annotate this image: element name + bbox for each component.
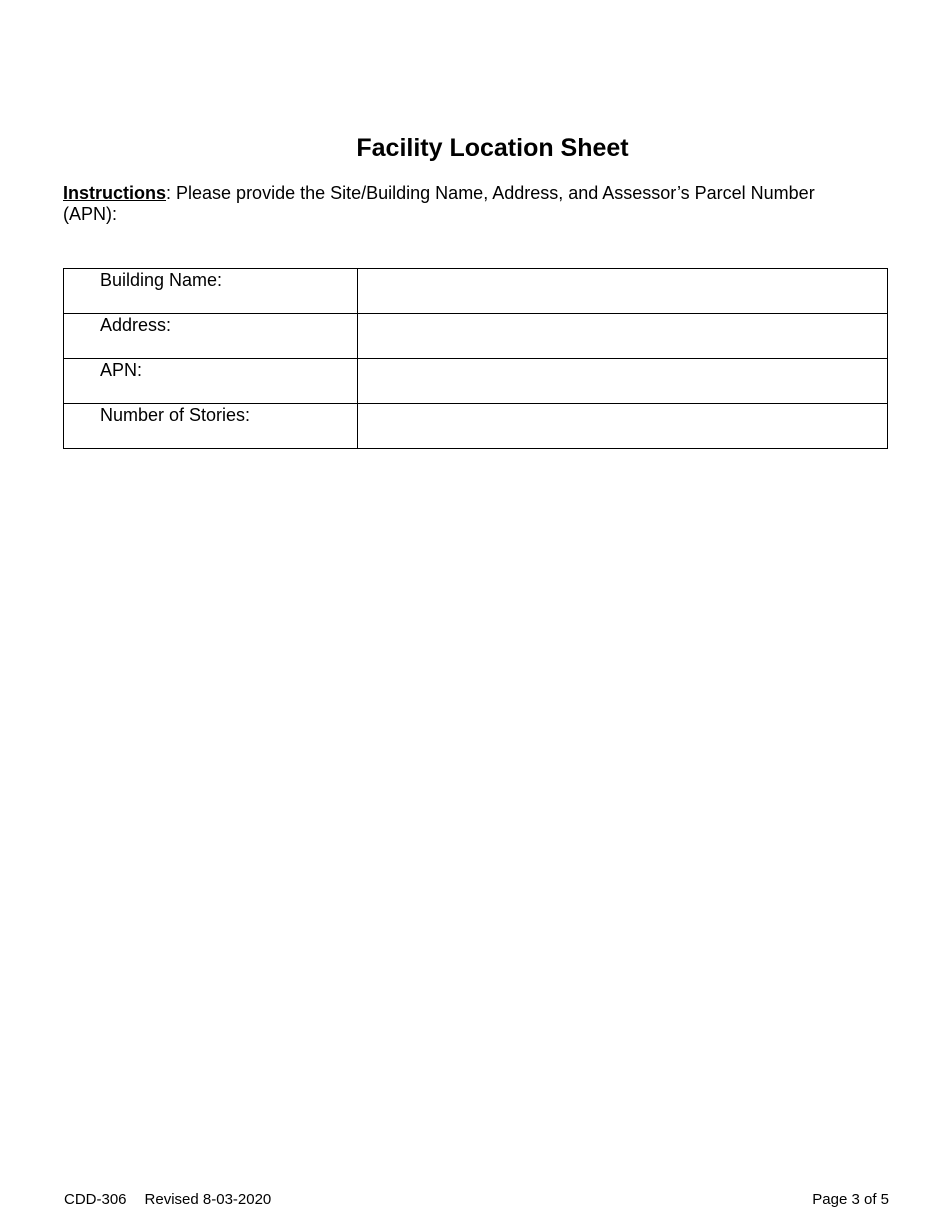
building-name-label: Building Name: [100, 270, 223, 290]
page-number: Page 3 of 5 [812, 1191, 889, 1208]
form-number: CDD-306 [64, 1191, 127, 1208]
apn-field[interactable] [358, 359, 888, 404]
building-name-label-cell [64, 269, 358, 314]
apn-label-cell [64, 359, 358, 404]
revised-date: Revised 8-03-2020 [144, 1191, 272, 1208]
number-of-stories-field[interactable] [358, 404, 888, 449]
building-name-field[interactable] [358, 269, 888, 314]
apn-label: APN: [100, 360, 143, 380]
instructions-text: : Please provide the Site/Building Name, Address, and Assessor’s Parcel Number (APN): [63, 183, 815, 224]
instructions-paragraph [63, 183, 863, 225]
table-row [64, 404, 888, 449]
address-label-cell [64, 314, 358, 359]
table-row [64, 269, 888, 314]
number-of-stories-label-cell [64, 404, 358, 449]
address-field[interactable] [358, 314, 888, 359]
facility-location-table [63, 268, 888, 449]
footer-form-info [64, 1191, 271, 1209]
address-label: Address: [100, 315, 172, 335]
table-row [64, 314, 888, 359]
instructions-label: Instructions [63, 183, 167, 203]
page-title: Facility Location Sheet [356, 134, 629, 162]
number-of-stories-label: Number of Stories: [100, 405, 251, 425]
table-row [64, 359, 888, 404]
